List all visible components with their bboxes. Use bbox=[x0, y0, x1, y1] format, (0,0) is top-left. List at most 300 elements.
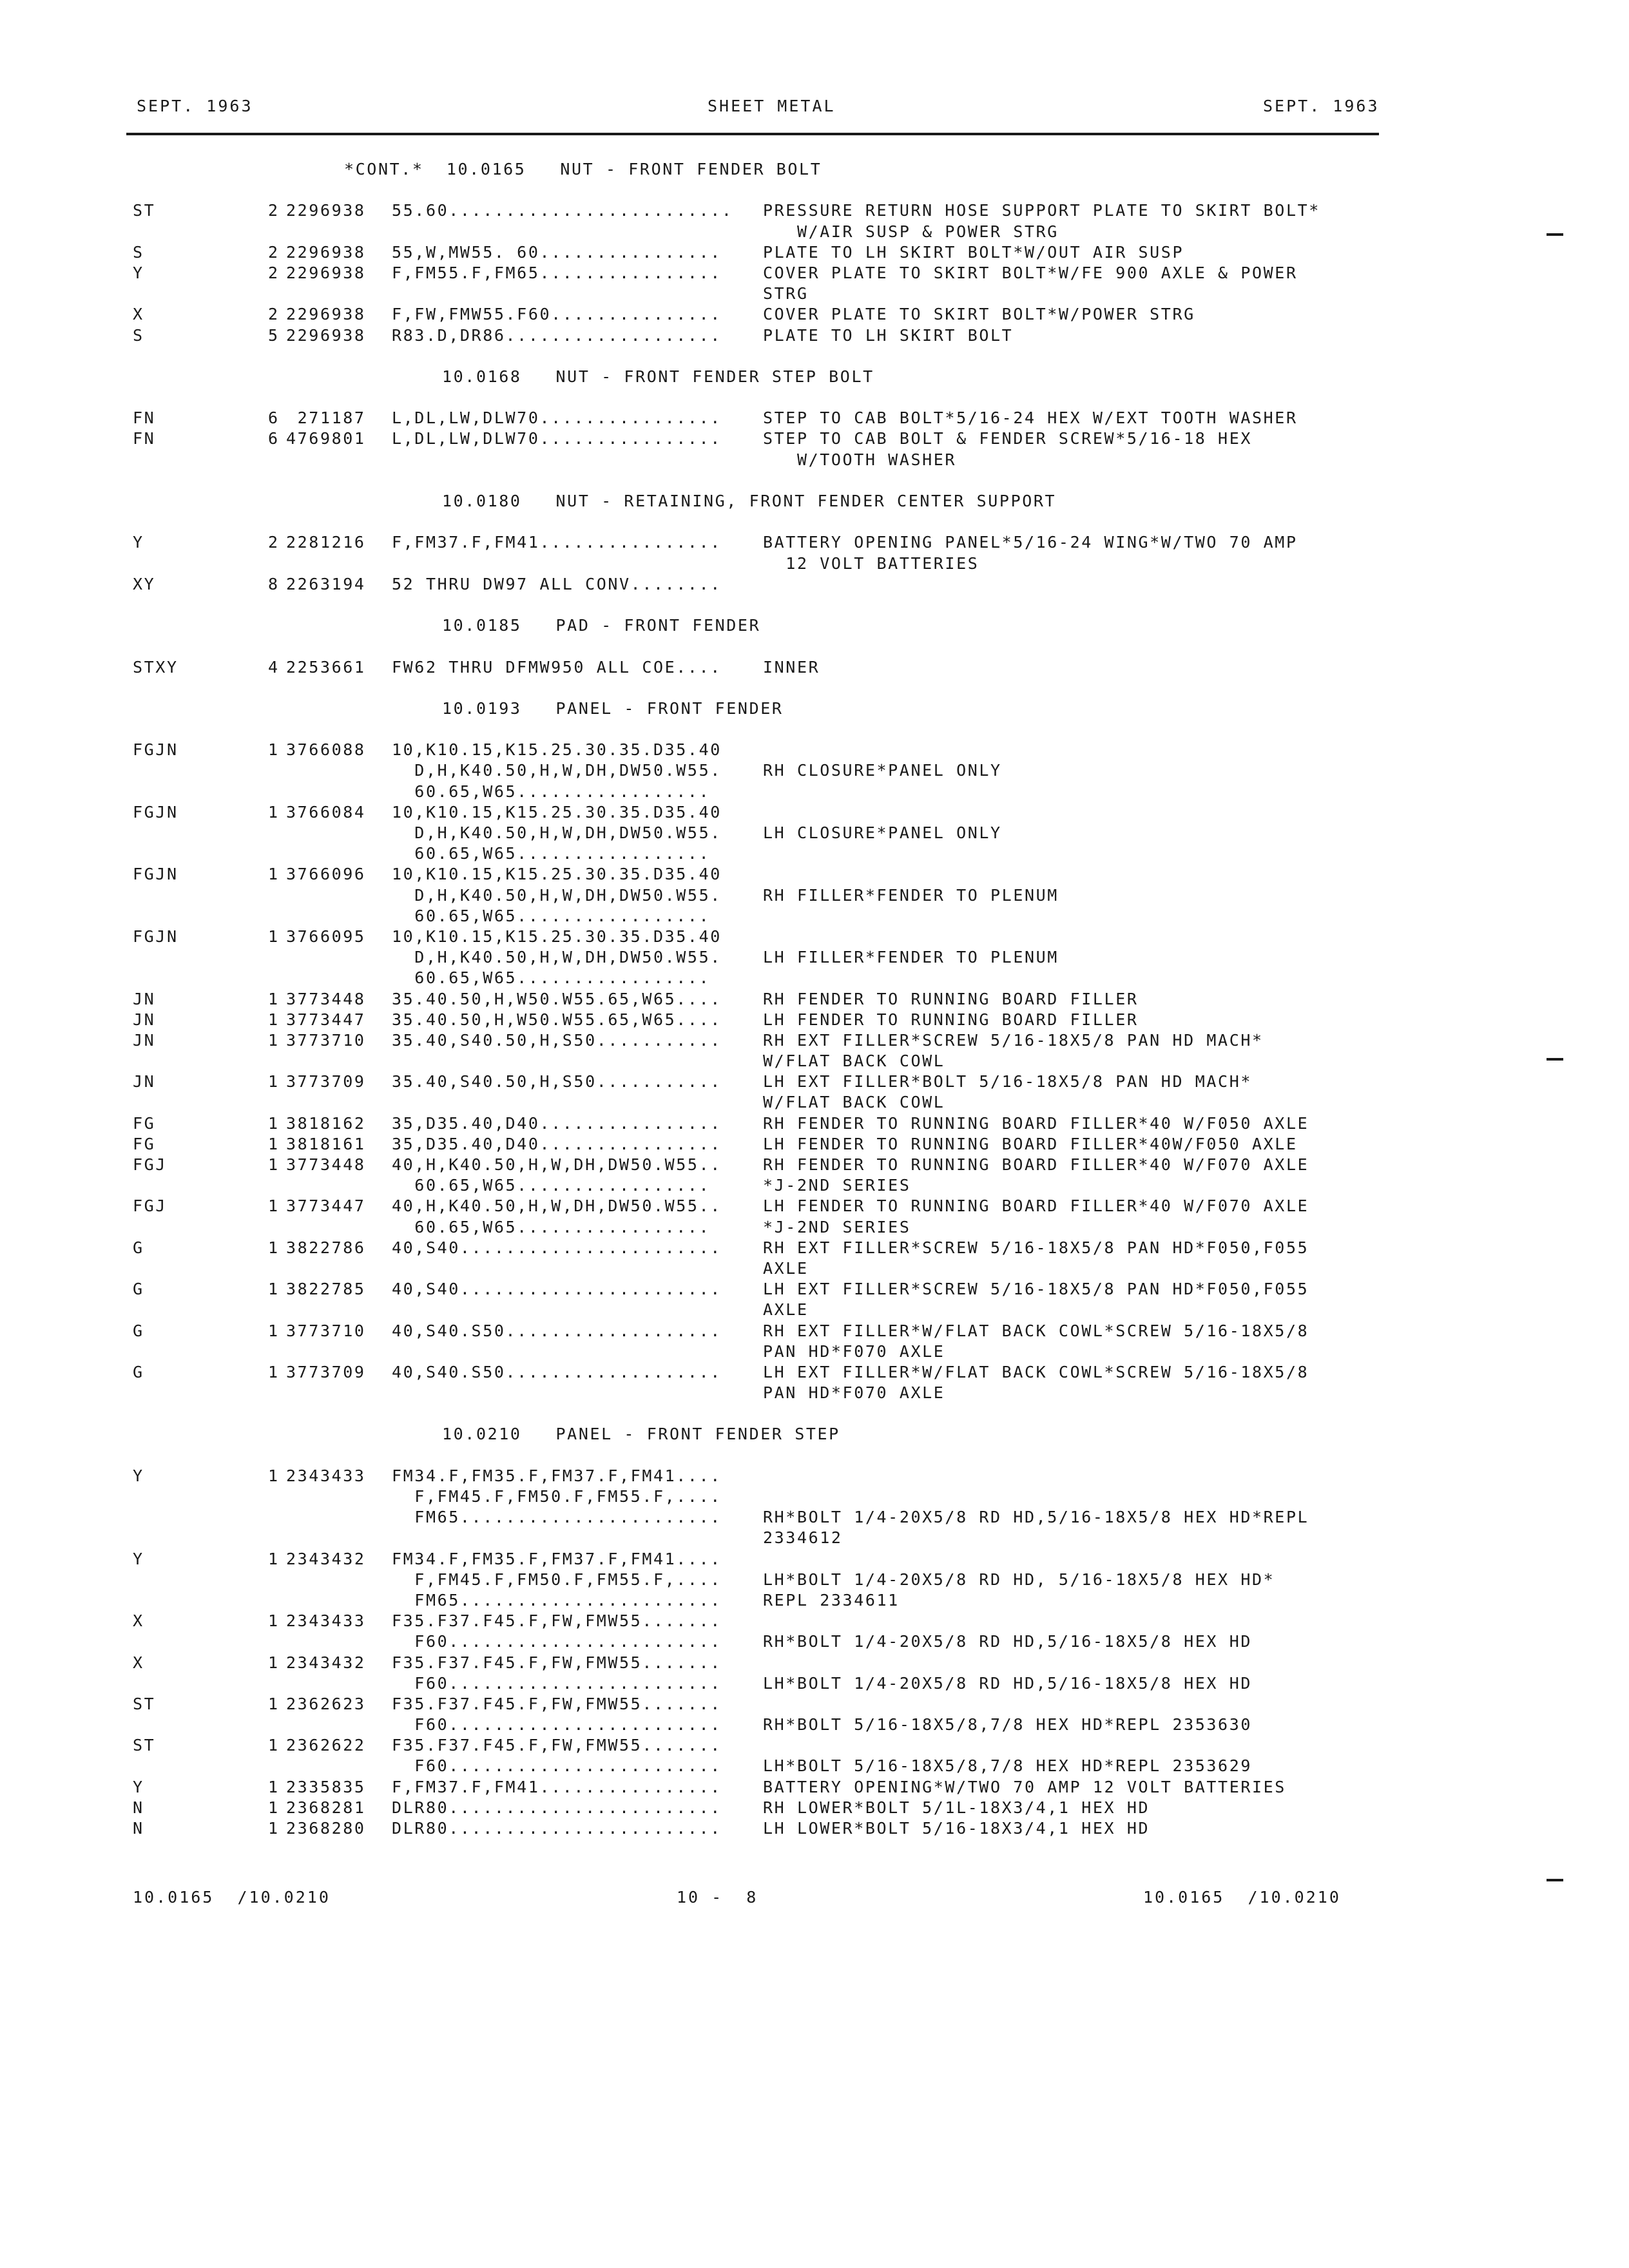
quantity: 2 bbox=[268, 263, 280, 282]
margin-tick-mark bbox=[1547, 1058, 1563, 1061]
quantity: 6 bbox=[268, 429, 280, 448]
section-heading bbox=[0, 1425, 1629, 1445]
parts-row bbox=[0, 222, 1629, 243]
part-number: 3773710 bbox=[286, 1030, 366, 1050]
model-list: 60.65,W65................. bbox=[392, 906, 711, 925]
model-code: S bbox=[133, 242, 144, 262]
model-list: 10,K10.15,K15.25.30.35.D35.40 bbox=[392, 927, 722, 946]
section-heading-text: *CONT.* 10.0165 NUT - FRONT FENDER BOLT bbox=[344, 160, 822, 178]
model-list: 35.40.50,H,W50.W55.65,W65.... bbox=[392, 1010, 722, 1029]
parts-row bbox=[0, 823, 1629, 844]
model-code: JN bbox=[133, 1072, 156, 1091]
quantity: 2 bbox=[268, 305, 280, 324]
blank-line bbox=[0, 471, 1629, 492]
quantity: 1 bbox=[268, 1611, 280, 1631]
model-code: G bbox=[133, 1321, 144, 1340]
part-description: LH*BOLT 1/4-20X5/8 RD HD, 5/16-18X5/8 HEX HD* bbox=[763, 1570, 1275, 1589]
part-description: W/FLAT BACK COWL bbox=[763, 1052, 945, 1071]
model-list: F35.F37.F45.F,FW,FMW55....... bbox=[392, 1694, 722, 1713]
section-heading-text: 10.0168 NUT - FRONT FENDER STEP BOLT bbox=[442, 367, 874, 386]
parts-row bbox=[0, 1031, 1629, 1052]
quantity: 1 bbox=[268, 1798, 280, 1817]
model-code: FG bbox=[133, 1113, 156, 1133]
parts-row bbox=[0, 1798, 1629, 1819]
model-list: DLR80........................ bbox=[392, 1798, 722, 1817]
parts-row bbox=[0, 1300, 1629, 1321]
parts-row bbox=[0, 1632, 1629, 1653]
parts-row bbox=[0, 1570, 1629, 1591]
parts-row bbox=[0, 1591, 1629, 1611]
part-description: INNER bbox=[763, 657, 820, 677]
model-list: F,FM45.F,FM50.F,FM55.F,.... bbox=[392, 1487, 722, 1506]
part-number: 3773448 bbox=[286, 1155, 366, 1174]
footer-page-number: 10 - 8 bbox=[677, 1888, 758, 1907]
quantity: 2 bbox=[268, 201, 280, 220]
part-description: LH EXT FILLER*BOLT 5/16-18X5/8 PAN HD MACH* bbox=[763, 1072, 1253, 1091]
quantity: 1 bbox=[268, 1321, 280, 1340]
model-list: 35,D35.40,D40................ bbox=[392, 1113, 722, 1133]
part-number: 3766088 bbox=[286, 740, 366, 760]
model-code: JN bbox=[133, 1010, 156, 1029]
model-code: Y bbox=[133, 1777, 144, 1796]
quantity: 1 bbox=[268, 1653, 280, 1672]
header-section-title: SHEET METAL bbox=[708, 97, 836, 115]
model-list: 40,S40.S50................... bbox=[392, 1362, 722, 1381]
parts-row bbox=[0, 844, 1629, 865]
part-number: 3773448 bbox=[286, 989, 366, 1008]
model-list: 60.65,W65................. bbox=[392, 782, 711, 801]
section-heading-text: 10.0210 PANEL - FRONT FENDER STEP bbox=[442, 1425, 840, 1444]
model-list: 55.60......................... bbox=[392, 201, 733, 220]
part-description: RH*BOLT 5/16-18X5/8,7/8 HEX HD*REPL 2353630 bbox=[763, 1715, 1253, 1735]
parts-row bbox=[0, 1093, 1629, 1113]
parts-row bbox=[0, 1611, 1629, 1632]
quantity: 6 bbox=[268, 408, 280, 428]
parts-row bbox=[0, 927, 1629, 948]
model-list: R83.D,DR86................... bbox=[392, 325, 722, 345]
model-list: DLR80........................ bbox=[392, 1819, 722, 1838]
blank-line bbox=[0, 347, 1629, 367]
part-description: PAN HD*F070 AXLE bbox=[763, 1383, 945, 1403]
parts-row bbox=[0, 1363, 1629, 1383]
model-list: 40,S40....................... bbox=[392, 1280, 722, 1299]
model-code: FN bbox=[133, 429, 156, 448]
part-description: *J-2ND SERIES bbox=[763, 1176, 911, 1195]
model-code: XY bbox=[133, 574, 156, 593]
quantity: 1 bbox=[268, 1072, 280, 1091]
model-code: G bbox=[133, 1238, 144, 1257]
model-list: D,H,K40.50,H,W,DH,DW50.W55. bbox=[392, 885, 722, 905]
part-number: 2253661 bbox=[286, 657, 366, 677]
model-list: F,FM37.F,FM41................ bbox=[392, 1777, 722, 1796]
part-number: 2281216 bbox=[286, 533, 366, 552]
part-number: 3773447 bbox=[286, 1196, 366, 1216]
model-list: D,H,K40.50,H,W,DH,DW50.W55. bbox=[392, 761, 722, 780]
quantity: 1 bbox=[268, 1280, 280, 1299]
model-list: 40,H,K40.50,H,W,DH,DW50.W55.. bbox=[392, 1196, 722, 1216]
parts-row bbox=[0, 1010, 1629, 1031]
model-list: 35.40.50,H,W50.W55.65,W65.... bbox=[392, 989, 722, 1008]
part-description: W/TOOTH WASHER bbox=[763, 450, 957, 469]
model-code: FGJ bbox=[133, 1155, 167, 1174]
parts-row bbox=[0, 305, 1629, 325]
part-number: 3822785 bbox=[286, 1280, 366, 1299]
parts-row bbox=[0, 1695, 1629, 1715]
model-code: ST bbox=[133, 1736, 156, 1755]
model-code: FGJN bbox=[133, 865, 178, 884]
part-description: LH FENDER TO RUNNING BOARD FILLER*40 W/F070 AXLE bbox=[763, 1196, 1309, 1216]
parts-row bbox=[0, 1342, 1629, 1363]
part-description: W/FLAT BACK COWL bbox=[763, 1093, 945, 1112]
model-list: D,H,K40.50,H,W,DH,DW50.W55. bbox=[392, 948, 722, 967]
part-number: 3773447 bbox=[286, 1010, 366, 1029]
part-number: 2263194 bbox=[286, 574, 366, 593]
model-list: F,FM37.F,FM41................ bbox=[392, 533, 722, 552]
model-code: FGJN bbox=[133, 740, 178, 760]
parts-row bbox=[0, 1508, 1629, 1528]
model-list: 52 THRU DW97 ALL CONV........ bbox=[392, 574, 722, 593]
part-description: COVER PLATE TO SKIRT BOLT*W/POWER STRG bbox=[763, 305, 1195, 324]
part-description: RH*BOLT 1/4-20X5/8 RD HD,5/16-18X5/8 HEX HD*REPL bbox=[763, 1508, 1309, 1527]
parts-row bbox=[0, 1550, 1629, 1570]
model-list: F,FM45.F,FM50.F,FM55.F,.... bbox=[392, 1570, 722, 1589]
model-list: 10,K10.15,K15.25.30.35.D35.40 bbox=[392, 865, 722, 884]
section-heading bbox=[0, 160, 1629, 180]
section-heading bbox=[0, 616, 1629, 637]
blank-line bbox=[0, 678, 1629, 699]
parts-row bbox=[0, 1487, 1629, 1508]
part-description: LH EXT FILLER*SCREW 5/16-18X5/8 PAN HD*F050,F055 bbox=[763, 1280, 1309, 1299]
part-description: RH FENDER TO RUNNING BOARD FILLER*40 W/F070 AXLE bbox=[763, 1155, 1309, 1174]
parts-row bbox=[0, 990, 1629, 1010]
part-number: 2335835 bbox=[286, 1777, 366, 1796]
part-description: STEP TO CAB BOLT*5/16-24 HEX W/EXT TOOTH WASHER bbox=[763, 408, 1298, 428]
model-list: F60........................ bbox=[392, 1673, 722, 1693]
quantity: 1 bbox=[268, 802, 280, 822]
model-list: F35.F37.F45.F,FW,FMW55....... bbox=[392, 1653, 722, 1672]
model-code: FGJN bbox=[133, 802, 178, 822]
part-description: LH FILLER*FENDER TO PLENUM bbox=[763, 948, 1059, 967]
parts-row bbox=[0, 264, 1629, 284]
parts-row bbox=[0, 1259, 1629, 1280]
parts-row bbox=[0, 1238, 1629, 1259]
parts-row bbox=[0, 658, 1629, 678]
model-list: 35.40,S40.50,H,S50........... bbox=[392, 1030, 722, 1050]
parts-row bbox=[0, 907, 1629, 927]
part-description: RH FENDER TO RUNNING BOARD FILLER*40 W/F050 AXLE bbox=[763, 1113, 1309, 1133]
part-description: LH FENDER TO RUNNING BOARD FILLER*40W/F050 AXLE bbox=[763, 1134, 1298, 1153]
part-description: BATTERY OPENING PANEL*5/16-24 WING*W/TWO 70 AMP bbox=[763, 533, 1298, 552]
model-list: 60.65,W65................. bbox=[392, 1176, 711, 1195]
quantity: 1 bbox=[268, 1155, 280, 1174]
model-list: F60........................ bbox=[392, 1756, 722, 1776]
quantity: 1 bbox=[268, 1777, 280, 1796]
model-code: ST bbox=[133, 1694, 156, 1713]
footer-range-right: 10.0165 /10.0210 bbox=[1143, 1888, 1341, 1907]
parts-row bbox=[0, 1383, 1629, 1404]
model-list: FM65....................... bbox=[392, 1508, 722, 1527]
blank-line bbox=[0, 512, 1629, 533]
parts-row bbox=[0, 1778, 1629, 1798]
part-description: RH CLOSURE*PANEL ONLY bbox=[763, 761, 1002, 780]
model-list: 40,S40....................... bbox=[392, 1238, 722, 1257]
parts-row bbox=[0, 243, 1629, 264]
parts-row bbox=[0, 1321, 1629, 1342]
quantity: 1 bbox=[268, 1134, 280, 1153]
model-code: JN bbox=[133, 989, 156, 1008]
part-number: 3766084 bbox=[286, 802, 366, 822]
quantity: 1 bbox=[268, 865, 280, 884]
parts-row bbox=[0, 284, 1629, 305]
quantity: 5 bbox=[268, 325, 280, 345]
part-number: 2343433 bbox=[286, 1611, 366, 1631]
model-list: L,DL,LW,DLW70................ bbox=[392, 408, 722, 428]
model-code: FG bbox=[133, 1134, 156, 1153]
part-description: PRESSURE RETURN HOSE SUPPORT PLATE TO SKIRT BOLT* bbox=[763, 201, 1320, 220]
parts-row bbox=[0, 1155, 1629, 1176]
part-number: 3766096 bbox=[286, 865, 366, 884]
model-code: FN bbox=[133, 408, 156, 428]
model-code: G bbox=[133, 1280, 144, 1299]
model-list: 35,D35.40,D40................ bbox=[392, 1134, 722, 1153]
parts-row bbox=[0, 1736, 1629, 1756]
model-list: 60.65,W65................. bbox=[392, 1217, 711, 1236]
model-list: 40,S40.S50................... bbox=[392, 1321, 722, 1340]
part-number: 2368280 bbox=[286, 1819, 366, 1838]
part-description: BATTERY OPENING*W/TWO 70 AMP 12 VOLT BATTERIES bbox=[763, 1777, 1286, 1796]
header-date-left: SEPT. 1963 bbox=[137, 97, 253, 115]
model-list: 60.65,W65................. bbox=[392, 844, 711, 863]
model-code: JN bbox=[133, 1030, 156, 1050]
quantity: 1 bbox=[268, 1196, 280, 1216]
quantity: 2 bbox=[268, 533, 280, 552]
model-list: F,FW,FMW55.F60............... bbox=[392, 305, 722, 324]
parts-row bbox=[0, 1756, 1629, 1777]
part-number: 3773709 bbox=[286, 1362, 366, 1381]
section-heading bbox=[0, 367, 1629, 388]
part-description: RH EXT FILLER*W/FLAT BACK COWL*SCREW 5/16-18X5/8 bbox=[763, 1321, 1309, 1340]
model-code: Y bbox=[133, 533, 144, 552]
model-list: 10,K10.15,K15.25.30.35.D35.40 bbox=[392, 740, 722, 760]
part-description: PAN HD*F070 AXLE bbox=[763, 1341, 945, 1361]
parts-row bbox=[0, 1715, 1629, 1736]
part-description: RH EXT FILLER*SCREW 5/16-18X5/8 PAN HD*F050,F055 bbox=[763, 1238, 1309, 1257]
quantity: 1 bbox=[268, 1549, 280, 1568]
parts-row bbox=[0, 533, 1629, 553]
quantity: 1 bbox=[268, 1362, 280, 1381]
blank-line bbox=[0, 1446, 1629, 1466]
blank-line bbox=[0, 180, 1629, 201]
parts-row bbox=[0, 761, 1629, 782]
quantity: 4 bbox=[268, 657, 280, 677]
margin-tick-mark bbox=[1547, 1879, 1563, 1881]
quantity: 1 bbox=[268, 1030, 280, 1050]
parts-row bbox=[0, 865, 1629, 885]
model-code: N bbox=[133, 1819, 144, 1838]
parts-row bbox=[0, 575, 1629, 595]
quantity: 1 bbox=[268, 1736, 280, 1755]
part-description: LH*BOLT 1/4-20X5/8 RD HD,5/16-18X5/8 HEX HD bbox=[763, 1673, 1253, 1693]
part-description: PLATE TO LH SKIRT BOLT*W/OUT AIR SUSP bbox=[763, 242, 1184, 262]
part-description: STEP TO CAB BOLT & FENDER SCREW*5/16-18 HEX bbox=[763, 429, 1253, 448]
model-code: FGJ bbox=[133, 1196, 167, 1216]
part-description: AXLE bbox=[763, 1300, 809, 1320]
part-number: 2343433 bbox=[286, 1466, 366, 1485]
parts-row bbox=[0, 1072, 1629, 1093]
blank-line bbox=[0, 1404, 1629, 1425]
part-number: 3818161 bbox=[286, 1134, 366, 1153]
parts-row bbox=[0, 1196, 1629, 1217]
part-description: RH LOWER*BOLT 5/1L-18X3/4,1 HEX HD bbox=[763, 1798, 1150, 1817]
blank-line bbox=[0, 388, 1629, 408]
part-number: 2362622 bbox=[286, 1736, 366, 1755]
parts-row bbox=[0, 201, 1629, 222]
part-description: *J-2ND SERIES bbox=[763, 1217, 911, 1236]
quantity: 1 bbox=[268, 1466, 280, 1485]
model-list: FM34.F,FM35.F,FM37.F,FM41.... bbox=[392, 1549, 722, 1568]
part-number: 2296938 bbox=[286, 325, 366, 345]
parts-row bbox=[0, 1135, 1629, 1155]
part-description: RH FILLER*FENDER TO PLENUM bbox=[763, 885, 1059, 905]
parts-row bbox=[0, 1528, 1629, 1549]
model-list: 10,K10.15,K15.25.30.35.D35.40 bbox=[392, 802, 722, 822]
part-number: 2296938 bbox=[286, 305, 366, 324]
part-number: 2343432 bbox=[286, 1549, 366, 1568]
parts-row bbox=[0, 1218, 1629, 1238]
part-number: 2296938 bbox=[286, 263, 366, 282]
parts-row bbox=[0, 450, 1629, 471]
part-number: 3773710 bbox=[286, 1321, 366, 1340]
parts-row bbox=[0, 968, 1629, 989]
footer-range-left: 10.0165 /10.0210 bbox=[133, 1888, 331, 1907]
part-number: 4769801 bbox=[286, 429, 366, 448]
model-code: Y bbox=[133, 263, 144, 282]
model-code: X bbox=[133, 1653, 144, 1672]
model-list: F35.F37.F45.F,FW,FMW55....... bbox=[392, 1736, 722, 1755]
model-list: 60.65,W65................. bbox=[392, 968, 711, 988]
section-heading bbox=[0, 699, 1629, 720]
quantity: 1 bbox=[268, 1113, 280, 1133]
part-description: RH*BOLT 1/4-20X5/8 RD HD,5/16-18X5/8 HEX HD bbox=[763, 1632, 1253, 1651]
quantity: 1 bbox=[268, 740, 280, 760]
quantity: 1 bbox=[268, 927, 280, 946]
part-description: 2334612 bbox=[763, 1528, 843, 1548]
part-description: LH*BOLT 5/16-18X5/8,7/8 HEX HD*REPL 2353629 bbox=[763, 1756, 1253, 1776]
part-description: LH CLOSURE*PANEL ONLY bbox=[763, 823, 1002, 842]
model-list: 35.40,S40.50,H,S50........... bbox=[392, 1072, 722, 1091]
model-list: FM34.F,FM35.F,FM37.F,FM41.... bbox=[392, 1466, 722, 1485]
parts-row bbox=[0, 408, 1629, 429]
blank-line bbox=[0, 595, 1629, 616]
part-number: 3818162 bbox=[286, 1113, 366, 1133]
model-list: L,DL,LW,DLW70................ bbox=[392, 429, 722, 448]
model-list: D,H,K40.50,H,W,DH,DW50.W55. bbox=[392, 823, 722, 842]
quantity: 1 bbox=[268, 1694, 280, 1713]
part-description: LH LOWER*BOLT 5/16-18X3/4,1 HEX HD bbox=[763, 1819, 1150, 1838]
model-list: F60........................ bbox=[392, 1715, 722, 1735]
model-list: F60........................ bbox=[392, 1632, 722, 1651]
part-description: 12 VOLT BATTERIES bbox=[763, 553, 979, 573]
model-code: N bbox=[133, 1798, 144, 1817]
part-description: LH FENDER TO RUNNING BOARD FILLER bbox=[763, 1010, 1139, 1029]
parts-row bbox=[0, 1819, 1629, 1840]
model-list: FW62 THRU DFMW950 ALL COE.... bbox=[392, 657, 722, 677]
quantity: 2 bbox=[268, 242, 280, 262]
model-code: FGJN bbox=[133, 927, 178, 946]
model-list: F,FM55.F,FM65................ bbox=[392, 263, 722, 282]
model-code: STXY bbox=[133, 657, 178, 677]
header-date-right: SEPT. 1963 bbox=[1263, 97, 1380, 115]
parts-row bbox=[0, 1674, 1629, 1695]
part-number: 2296938 bbox=[286, 242, 366, 262]
section-heading-text: 10.0185 PAD - FRONT FENDER bbox=[442, 616, 761, 635]
part-description: W/AIR SUSP & POWER STRG bbox=[763, 222, 1059, 241]
part-number: 2362623 bbox=[286, 1694, 366, 1713]
model-code: Y bbox=[133, 1549, 144, 1568]
parts-row bbox=[0, 554, 1629, 575]
parts-row bbox=[0, 429, 1629, 450]
parts-row bbox=[0, 1280, 1629, 1300]
part-number: 3773709 bbox=[286, 1072, 366, 1091]
part-number: 271187 bbox=[286, 408, 366, 428]
parts-row bbox=[0, 948, 1629, 968]
part-number: 3766095 bbox=[286, 927, 366, 946]
section-heading bbox=[0, 492, 1629, 512]
quantity: 1 bbox=[268, 1238, 280, 1257]
model-list: 40,H,K40.50,H,W,DH,DW50.W55.. bbox=[392, 1155, 722, 1174]
part-number: 2343432 bbox=[286, 1653, 366, 1672]
part-number: 3822786 bbox=[286, 1238, 366, 1257]
section-heading-text: 10.0193 PANEL - FRONT FENDER bbox=[442, 698, 784, 718]
parts-row bbox=[0, 740, 1629, 761]
parts-row bbox=[0, 1653, 1629, 1674]
parts-row bbox=[0, 1176, 1629, 1196]
part-description: REPL 2334611 bbox=[763, 1590, 900, 1610]
part-description: PLATE TO LH SKIRT BOLT bbox=[763, 325, 1014, 345]
model-code: S bbox=[133, 325, 144, 345]
quantity: 8 bbox=[268, 574, 280, 593]
part-description: RH EXT FILLER*SCREW 5/16-18X5/8 PAN HD MACH* bbox=[763, 1030, 1264, 1050]
model-list: F35.F37.F45.F,FW,FMW55....... bbox=[392, 1611, 722, 1631]
parts-row bbox=[0, 782, 1629, 803]
model-code: ST bbox=[133, 201, 156, 220]
part-description: RH FENDER TO RUNNING BOARD FILLER bbox=[763, 989, 1139, 1008]
part-number: 2368281 bbox=[286, 1798, 366, 1817]
parts-row bbox=[0, 803, 1629, 823]
model-code: Y bbox=[133, 1466, 144, 1485]
blank-line bbox=[0, 720, 1629, 740]
quantity: 1 bbox=[268, 989, 280, 1008]
part-description: STRG bbox=[763, 284, 809, 303]
margin-tick-mark bbox=[1547, 233, 1563, 236]
model-list: 55,W,MW55. 60................ bbox=[392, 242, 722, 262]
section-heading-text: 10.0180 NUT - RETAINING, FRONT FENDER CENTER SUPPORT bbox=[442, 492, 1057, 510]
part-description: COVER PLATE TO SKIRT BOLT*W/FE 900 AXLE & POWER bbox=[763, 263, 1298, 282]
part-number: 2296938 bbox=[286, 201, 366, 220]
quantity: 1 bbox=[268, 1819, 280, 1838]
parts-row bbox=[0, 1466, 1629, 1487]
blank-line bbox=[0, 637, 1629, 657]
parts-row bbox=[0, 886, 1629, 907]
parts-row bbox=[0, 1114, 1629, 1135]
parts-row bbox=[0, 1052, 1629, 1072]
parts-list bbox=[0, 160, 1629, 1840]
model-code: X bbox=[133, 1611, 144, 1631]
part-description: AXLE bbox=[763, 1258, 809, 1278]
quantity: 1 bbox=[268, 1010, 280, 1029]
model-code: G bbox=[133, 1362, 144, 1381]
header-rule bbox=[126, 133, 1379, 135]
